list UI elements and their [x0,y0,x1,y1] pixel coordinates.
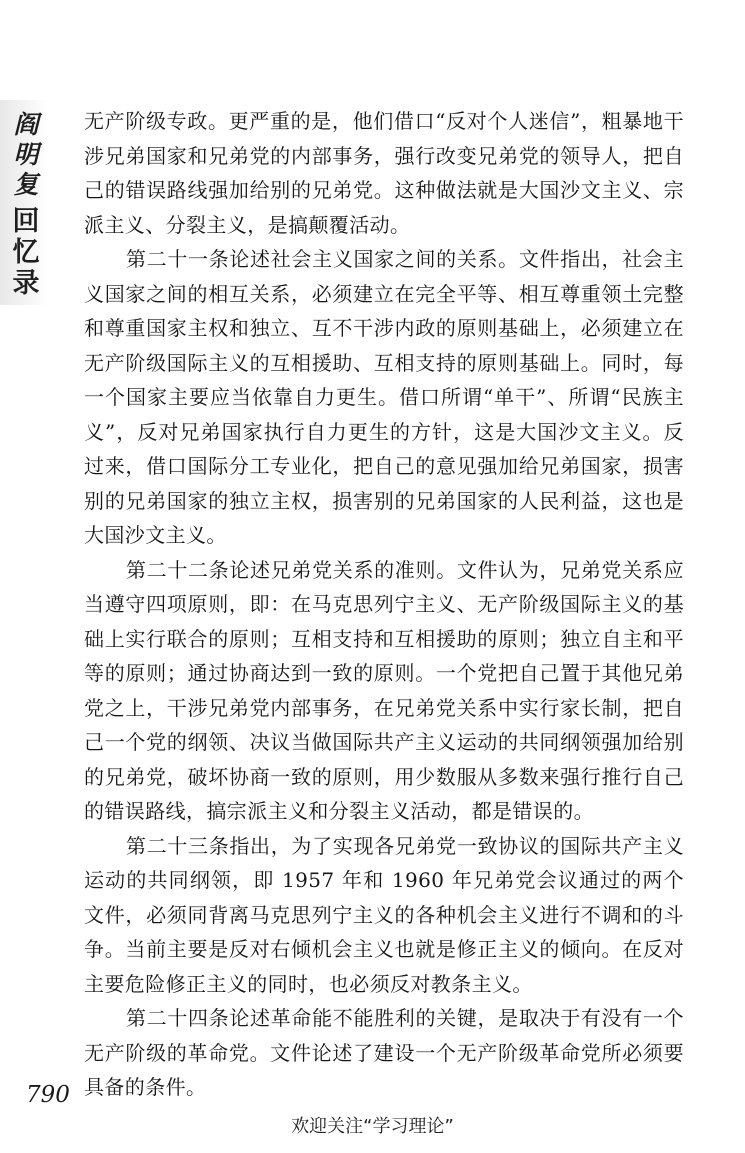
paragraph-article-24: 第二十四条论述革命能不能胜利的关键，是取决于有没有一个无产阶级的革命党。文件论述了建设一个无产阶级革命党所必须要具备的条件。 [84,1006,684,1099]
book-label-char: 忆 [12,237,40,268]
page-body [84,104,684,1105]
page-number: 790 [26,1082,70,1108]
paragraph-continued: 无产阶级专政。更严重的是，他们借口“反对个人迷信”，粗暴地干涉兄弟国家和兄弟党的内部事务，强行改变兄弟党的领导人，把自己的错误路线强加给别的兄弟党。这种做法就是大国沙文主义、宗派主义、分裂主义，是搞颠覆活动。 [84,109,684,237]
footer-note: 欢迎关注“学习理论” [291,1116,454,1137]
paragraph-article-23: 第二十三条指出，为了实现各兄弟党一致协议的国际共产主义运动的共同纲领，即 1957 年和 1960 年兄弟党会议通过的两个文件，必须同背离马克思列宁主义的各种机会主义进行不调和的斗争。当前主要是反对右倾机会主义也就是修正主义的倾向。在反对主要危险修正主义的同时，也必须反对教条主义。 [84,833,684,996]
author-name [13,112,38,202]
author-name-char: 明 [13,140,39,169]
side-book-title [6,112,46,301]
paragraph-article-22: 第二十二条论述兄弟党关系的准则。文件认为，兄弟党关系应当遵守四项原则，即：在马克思列宁主义、无产阶级国际主义的基础上实行联合的原则；互相支持和互相援助的原则；独立自主和平等的原则；通过协商达到一致的原则。一个党把自己置于其他兄弟党之上，干涉兄弟党内部事务，在兄弟党关系中实行家长制，把自己一个党的纲领、决议当做国际共产主义运动的共同纲领强加给别的兄弟党，破坏协商一致的原则，用少数服从多数来强行推行自己的错误路线，搞宗派主义和分裂主义活动，都是错误的。 [84,557,684,823]
author-name-char: 复 [13,170,39,199]
book-label-char: 录 [12,268,40,299]
book-label [13,208,40,301]
book-label-char: 回 [12,206,40,237]
paragraph-article-21: 第二十一条论述社会主义国家之间的关系。文件指出，社会主义国家之间的相互关系，必须建立在完全平等、相互尊重领土完整和尊重国家主权和独立、互不干涉内政的原则基础上，必须建立在无产阶级国际主义的互相援助、互相支持的原则基础上。同时，每一个国家主要应当依靠自力更生。借口所谓“单干”、所谓“民族主义”，反对兄弟国家执行自力更生的方针，这是大国沙文主义。反过来，借口国际分工专业化，把自己的意见强加给兄弟国家，损害别的兄弟国家的独立主权，损害别的兄弟国家的人民利益，这也是大国沙文主义。 [84,247,684,547]
author-name-char: 阎 [13,110,39,139]
